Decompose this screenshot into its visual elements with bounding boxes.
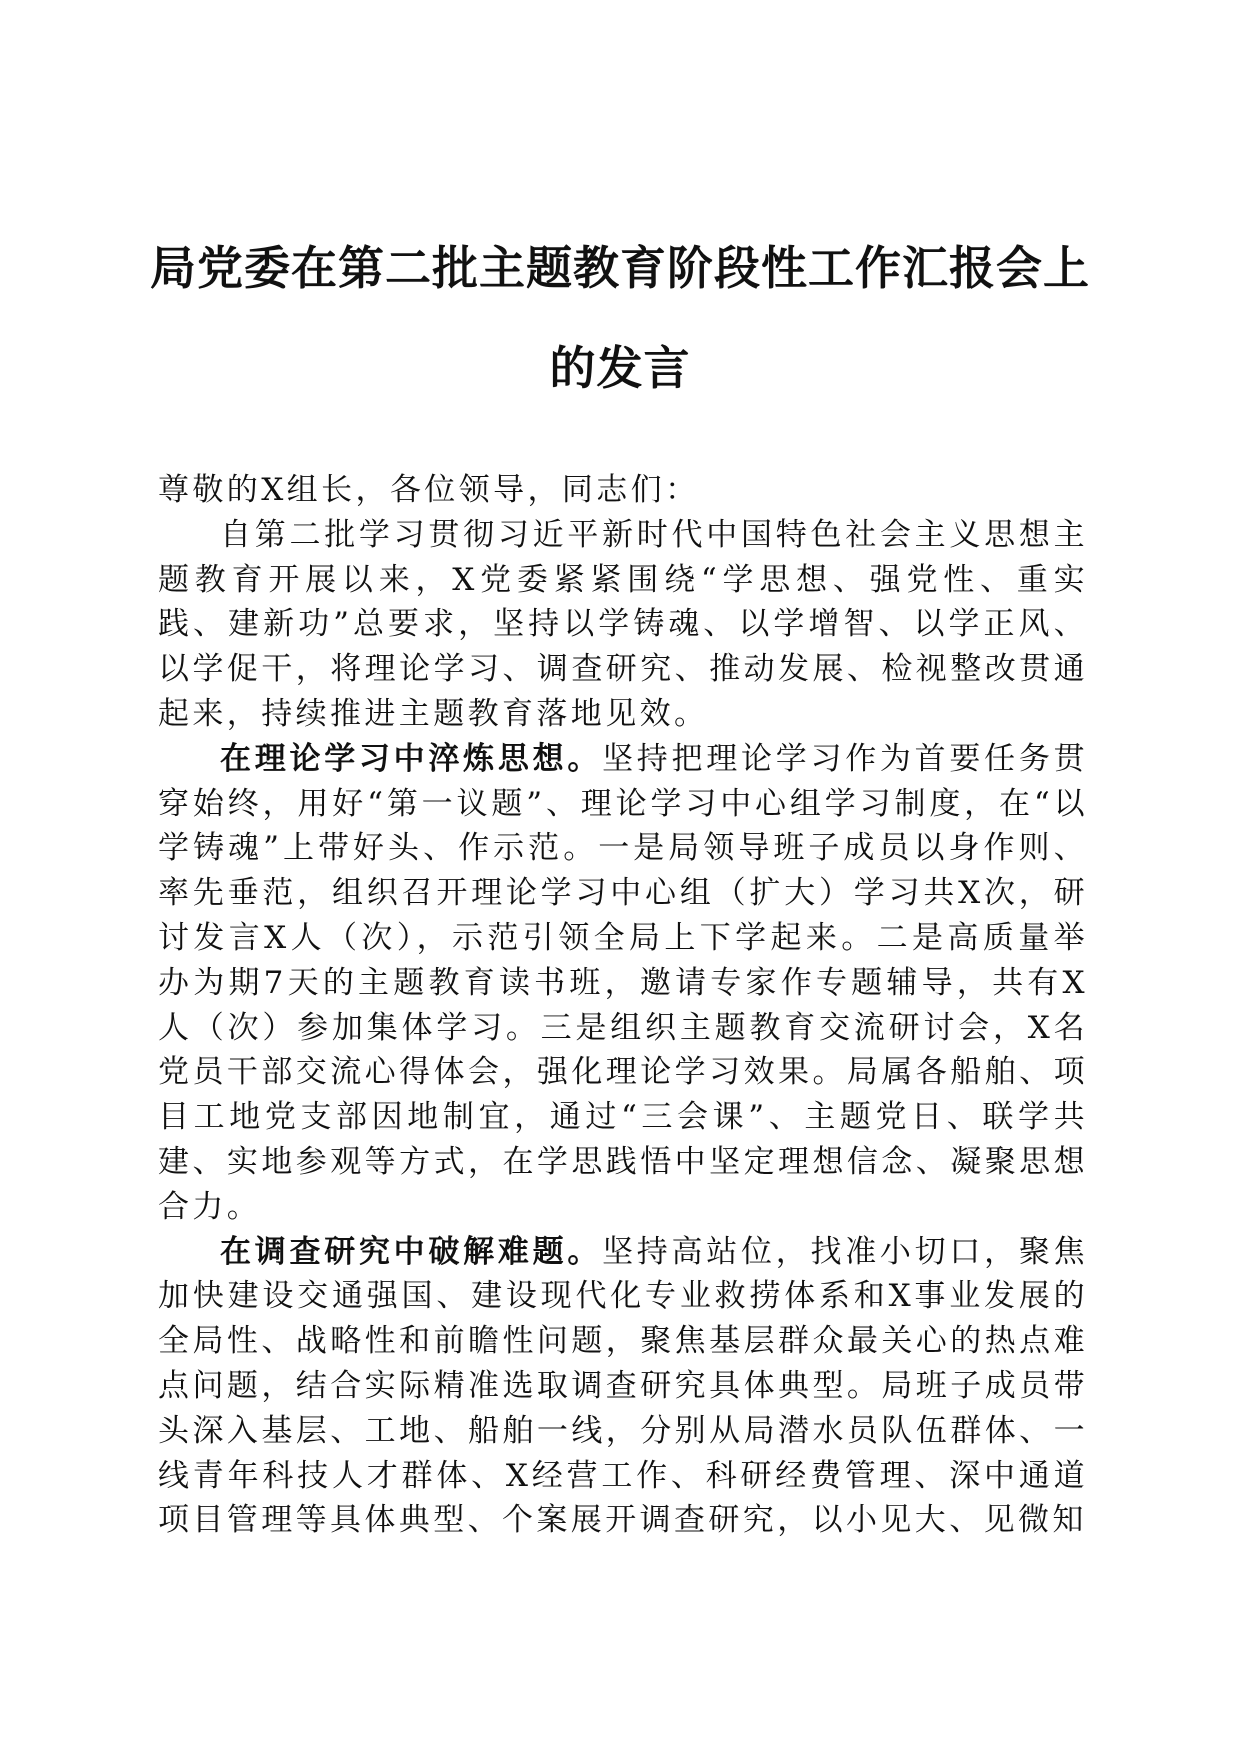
paragraph-theory-study (158, 737, 1088, 1230)
salutation: 尊敬的X组长，各位领导，同志们： (158, 472, 700, 508)
title-line-1: 局党委在第二批主题教育阶段性工作汇报会上 (150, 241, 1090, 295)
document-title (140, 218, 1100, 418)
paragraph-intro (158, 513, 1088, 737)
paragraph-research (158, 1230, 1088, 1544)
document-body (158, 468, 1088, 1543)
paragraph-text: 坚持把理论学习作为首要任务贯穿始终，用好“第一议题”、理论学习中心组学习制度，在“以学铸魂”上带好头、作示范。一是局领导班子成员以身作则、率先垂范，组织召开理论学习中心组（扩大）学习共X次，研讨发言X人（次），示范引领全局上下学起来。二是高质量举办为期7天的主题教育读书班，邀请专家作专题辅导，共有X人（次）参加集体学习。三是组织主题教育交流研讨会，X名党员干部交流心得体会，强化理论学习效果。局属各船舶、项目工地党支部因地制宜，通过“三会课”、主题党日、联学共建、实地参观等方式，在学思践悟中坚定理想信念、凝聚思想合力。 (158, 740, 1088, 1225)
paragraph-heading: 在理论学习中淬炼思想。 (220, 740, 603, 777)
paragraph-text: 自第二批学习贯彻习近平新时代中国特色社会主义思想主题教育开展以来，X党委紧紧围绕“学思想、强党性、重实践、建新功”总要求，坚持以学铸魂、以学增智、以学正风、以学促干，将理论学习、调查研究、推动发展、检视整改贯通起来，持续推进主题教育落地见效。 (158, 516, 1088, 732)
title-line-2: 的发言 (549, 341, 691, 395)
paragraph-text: 坚持高站位，找准小切口，聚焦加快建设交通强国、建设现代化专业救捞体系和X事业发展的全局性、战略性和前瞻性问题，聚焦基层群众最关心的热点难点问题，结合实际精准选取调查研究具体典型。局班子成员带头深入基层、工地、船舶一线，分别从局潜水员队伍群体、一线青年科技人才群体、X经营工作、科研经费管理、深中通道项目管理等具体典型、个案展开调查研究，以小见大、见微知 (158, 1233, 1088, 1539)
paragraph-heading: 在调查研究中破解难题。 (220, 1233, 603, 1270)
